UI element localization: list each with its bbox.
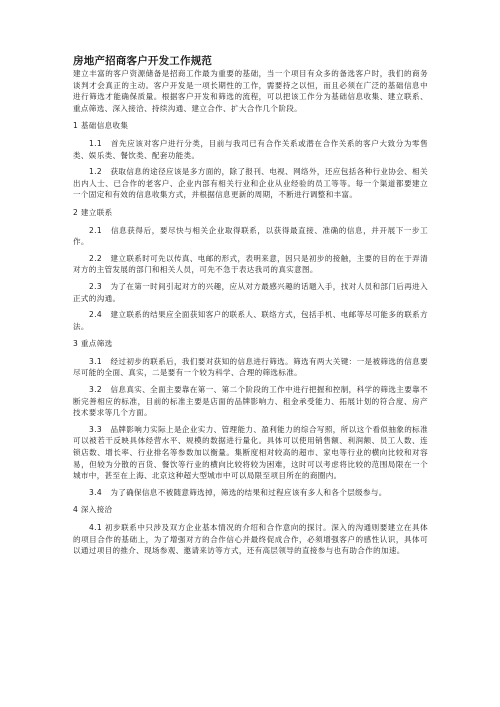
item-text: 获取信息的途径应该是多方面的，除了报刊、电视、网络外，还应包括各种行业协会、相关出内人士、已合作的老客户、企业内部有相关行业和企业从业经验的员工等等。每一个渠道都要建立一个固定和有效的信息收集方式，并根据信息更新的周期，不断进行调整和丰富。 bbox=[73, 167, 428, 200]
section-item bbox=[73, 309, 428, 332]
item-text: 为了在第一时间引起对方的兴趣，应从对方最感兴趣的话题入手，找对人员和部门后再进入正式的沟通。 bbox=[73, 281, 428, 303]
item-text: 建立联系的结果应全面获知客户的联系人、联络方式，包括手机、电邮等尽可能多的联系方法。 bbox=[73, 310, 428, 331]
section-item bbox=[73, 487, 428, 499]
item-number: 2.3 bbox=[89, 281, 103, 291]
section-item bbox=[73, 522, 428, 557]
item-number: 3.2 bbox=[89, 385, 103, 395]
section-item bbox=[73, 138, 428, 161]
item-text: 初步联系中只涉及双方企业基本情况的介绍和合作意向的探讨。深入的沟通则要建立在具体的项目合作的基础上，为了增强对方的合作信心并最终促成合作，必须增强客户的感性认识，具体可以通过项目的推介、现场参观、邀请来访等方式，还有高层领导的直接参与也有助合作的加速。 bbox=[73, 523, 428, 556]
item-number: 2.1 bbox=[89, 225, 103, 235]
item-number: 3.3 bbox=[89, 424, 103, 434]
section-item bbox=[73, 166, 428, 201]
document-body bbox=[73, 68, 428, 562]
section-item bbox=[73, 281, 428, 304]
item-number: 2.4 bbox=[89, 310, 103, 320]
section-item bbox=[73, 225, 428, 248]
item-text: 建立联系时可先以传真、电邮的形式，表明来意，因只是初步的接触，主要的目的在于弄清对方的主管发展的部门和相关人员，可先不急于表达我司的真实意图。 bbox=[73, 253, 428, 275]
item-number: 3.1 bbox=[89, 356, 103, 366]
item-number: 4.1 bbox=[89, 523, 103, 532]
section-item bbox=[73, 424, 428, 482]
section-heading: 3 重点筛选 bbox=[73, 339, 113, 349]
section-heading: 2 建立联系 bbox=[73, 207, 113, 217]
section-heading: 4 深入接洽 bbox=[73, 505, 113, 515]
item-text: 经过初步的联系后，我们要对获知的信息进行筛选。筛选有两大关键：一是被筛选的信息要尽可能的全面、真实，二是要有一个较为科学、合理的筛选标准。 bbox=[73, 356, 428, 378]
item-number: 1.1 bbox=[89, 138, 103, 148]
item-number: 1.2 bbox=[89, 167, 103, 177]
intro-paragraph: 建立丰富的客户资源储备是招商工作最为重要的基础，当一个项目有众多的备选客户时，我们的商务谈判才会真正的主动。客户开发是一项长期性的工作，需要持之以恒，而且必须在广泛的基础信息中进行筛选才能确保质量。根据客户开发和筛选的流程，可以把该工作分为基础信息收集、建立联系、重点筛选、深入接洽、持续沟通、建立合作、扩大合作几个阶段。 bbox=[73, 69, 428, 113]
item-text: 品牌影响力实际上是企业实力、管理能力、盈利能力的综合写照，所以这个看似抽象的标准可以被若干反映具体经营水平、规模的数据进行量化。具体可以使用销售额、利润额、员工人数、连锁店数、增长率、行业排名等参数加以衡量。集断度相对较高的超市、家电等行业的横向比较和对容易，但较为分散的百货、餐饮等行业的横向比较将较为困难，这时可以考虑将比较的范围局限在一个城市中，甚至在上海、北京这种超大型城市中可以局限至项目所在的商圈内。 bbox=[73, 424, 428, 481]
item-text: 首先应该对客户进行分类，目前与我司已有合作关系或潜在合作关系的客户大致分为零售类、娱乐类、餐饮类、配套功能类。 bbox=[73, 138, 429, 160]
item-text: 信息真实、全面主要靠在第一、第二个阶段的工作中进行把握和控制，科学的筛选主要靠不断完善相应的标准，目前的标准主要是店面的品牌影响力、租金承受能力、拓展计划的符合度、房产技术要求等几个方面。 bbox=[73, 385, 428, 418]
section-item bbox=[73, 384, 428, 419]
item-text: 信息获得后，要尽快与相关企业取得联系，以获得最直接、准确的信息，并开展下一步工作。 bbox=[73, 225, 429, 247]
item-number: 2.2 bbox=[89, 253, 103, 263]
section-item bbox=[73, 253, 428, 276]
item-text: 为了确保信息不被随意筛选掉，筛选的结果和过程应该有多人和各个层级参与。 bbox=[110, 487, 387, 497]
section-heading: 1 基础信息收集 bbox=[73, 121, 129, 131]
document-title: 房地产招商客户开发工作规范 bbox=[73, 55, 213, 67]
section-item bbox=[73, 356, 428, 379]
item-number: 3.4 bbox=[89, 487, 103, 497]
